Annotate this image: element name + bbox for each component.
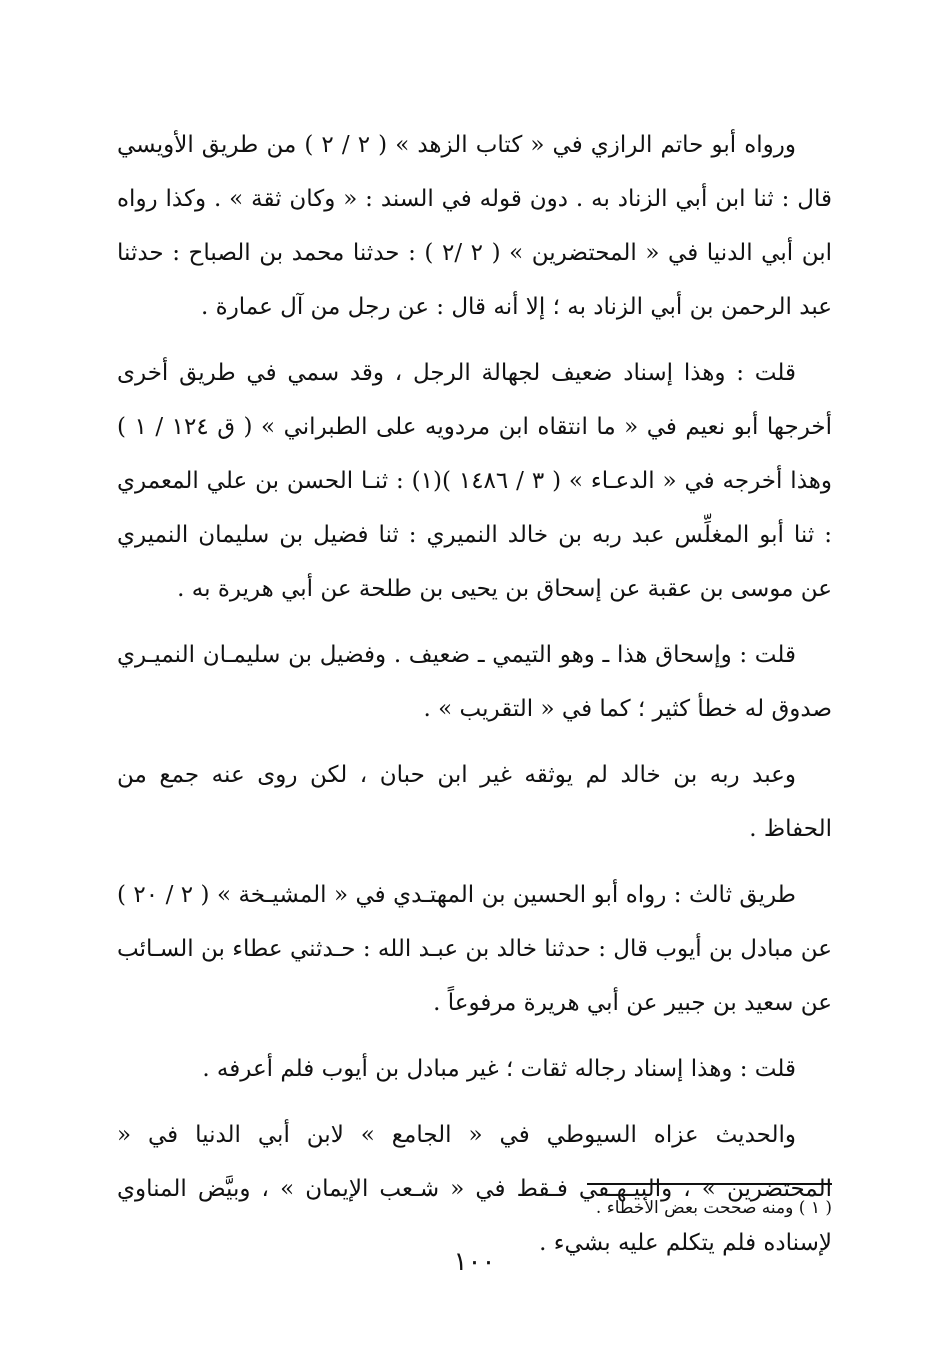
- paragraph-5: طريق ثالث : رواه أبو الحسين بن المهتـدي في « المشيـخة » ( ٢ / ٢٠ ) عن مبادل بن أيوب قال : حدثنا خالد بن عبـد الله : حـدثني عطاء بن السـائب عن سعيد بن جبير عن أبي هريرة مرفوعاً .: [117, 882, 832, 1016]
- paragraph-7: والحديث عزاه السيوطي في « الجامع » لابن أبي الدنيا في « المحتضرين » ، والبيـهـقي فـقط في « شـعب الإيمان » ، وبيَّض المناوي لإسناده فلم يتكلم عليه بشيء .: [117, 1122, 832, 1256]
- paragraph-4: وعبد ربه بن خالد لم يوثقه غير ابن حبان ، لكن روى عنه جمع من الحفاظ .: [117, 762, 832, 842]
- paragraph-3: قلت : وإسحاق هذا ـ وهو التيمي ـ ضعيف . وفضيل بن سليمـان النميـري صدوق له خطأ كثير ؛ كما في « التقريب » .: [117, 642, 832, 722]
- main-text: [117, 118, 832, 1282]
- footnote: ( ١ ) ومنه صححت بعض الأخطاء .: [595, 1198, 832, 1218]
- footnote-divider: [587, 1183, 832, 1185]
- paragraph-6: قلت : وهذا إسناد رجاله ثقات ؛ غير مبادل بن أيوب فلم أعرفه .: [202, 1056, 796, 1082]
- paragraph-1: ورواه أبو حاتم الرازي في « كتاب الزهد » ( ٢ / ٢ ) من طريق الأويسي قال : ثنا ابن أبي الزناد به . دون قوله في السند : « وكان ثقة » . وكذا رواه ابن أبي الدنيا في « المحتضرين » ( ٢ /٢ ) : حدثنا محمد بن الصباح : حدثنا عبد الرحمن بن أبي الزناد به ؛ إلا أنه قال : عن رجل من آل عمارة .: [117, 132, 832, 320]
- page-number: ١٠٠: [453, 1247, 496, 1277]
- paragraph-2: قلت : وهذا إسناد ضعيف لجهالة الرجل ، وقد سمي في طريق أخرى أخرجها أبو نعيم في « ما انتقاه ابن مردويه على الطبراني » ( ق ١٢٤ / ١ ) وهذا أخرجه في « الدعـاء » ( ٣ / ١٤٨٦ )(١) : ثنـا الحسن بن علي المعمري : ثنا أبو المغلِّس عبد ربه بن خالد النميري : ثنا فضيل بن سليمان النميري عن موسى بن عقبة عن إسحاق بن يحيى بن طلحة عن أبي هريرة به .: [117, 360, 832, 602]
